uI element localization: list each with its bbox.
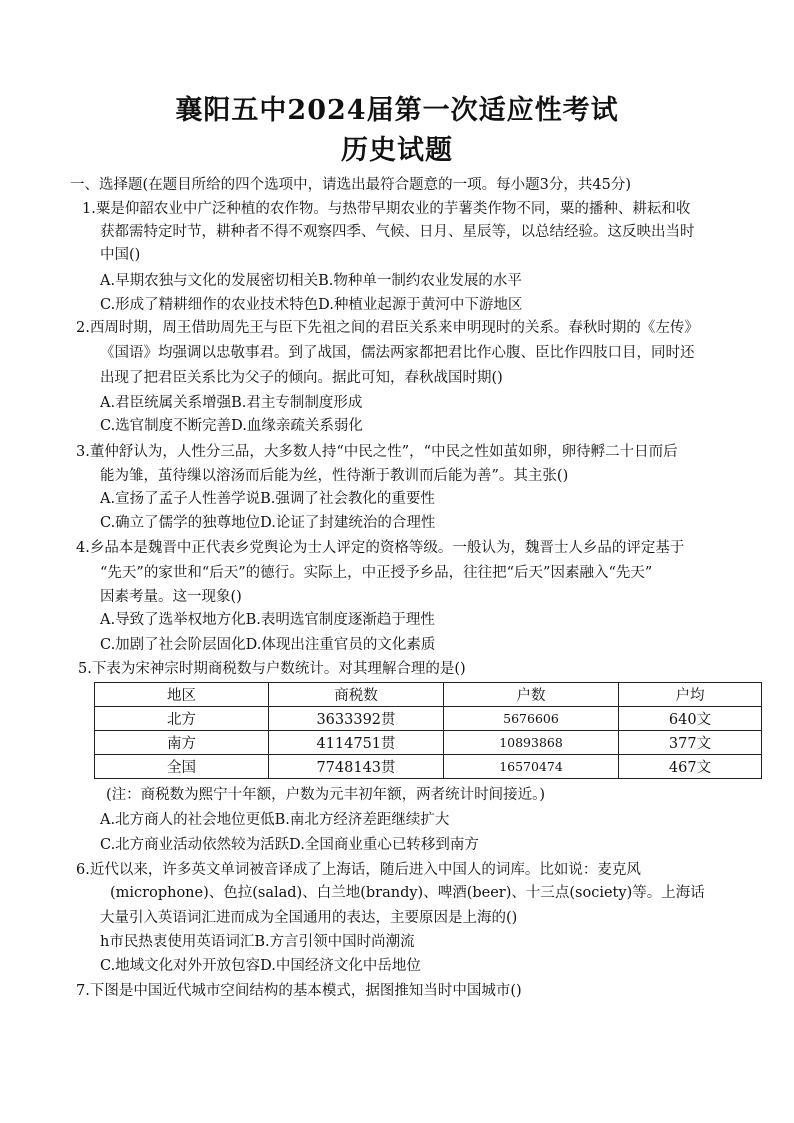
table-cell: 10893868 (444, 731, 619, 755)
q5-stem: 5.下表为宋神宗时期商税数与户数统计。对其理解合理的是() (78, 661, 466, 677)
table-header-cell: 地区 (95, 683, 269, 707)
q6-stem-line: 大量引入英语词汇进而成为全国通用的表达，主要原因是上海的() (100, 910, 518, 926)
table-row (95, 707, 762, 731)
table-cell: 5676606 (444, 707, 619, 731)
q4-option-line: C.加剧了社会阶层固化D.体现出注重官员的文化素质 (100, 637, 436, 653)
table-cell: 640文 (619, 707, 762, 731)
section-heading: 一、选择题(在题目所给的四个选项中，请选出最符合题意的一项。每小题3分，共45分) (70, 177, 631, 193)
table-cell: 4114751贯 (269, 731, 444, 755)
q1-stem-line: 中国() (100, 247, 141, 263)
table-row (95, 731, 762, 755)
q6-option-line: C.地域文化对外开放包容D.中国经济文化中岳地位 (100, 958, 421, 974)
q4-stem-line: 因素考量。这一现象() (100, 589, 242, 605)
table-header-row (95, 683, 762, 707)
table-header-cell: 商税数 (269, 683, 444, 707)
q1-stem-line: 获都需特定时节，耕种者不得不观察四季、气候、日月、星辰等，以总结经验。这反映出当时 (100, 224, 695, 240)
q3-stem-line: 3.董仲舒认为，人性分三品，大多数人持“中民之性”，“中民之性如茧如卵，卵待孵二十日而后 (76, 444, 678, 460)
table-cell: 3633392贯 (269, 707, 444, 731)
q2-option-line: C.选官制度不断完善D.血缘亲疏关系弱化 (100, 418, 363, 434)
q6-option-line: h市民热衷使用英语词汇B.方言引领中国时尚潮流 (100, 934, 415, 950)
q3-option-line: A.宣扬了孟子人性善学说B.强调了社会教化的重要性 (100, 491, 435, 507)
q6-stem-line: 6.近代以来，许多英文单词被音译成了上海话，随后进入中国人的词库。比如说：麦克风 (76, 862, 641, 878)
table-cell: 467文 (619, 755, 762, 779)
q2-stem-line: 出现了把君臣关系比为父子的倾向。据此可知，春秋战国时期() (100, 370, 503, 386)
table-header-cell: 户均 (619, 683, 762, 707)
table-row (95, 755, 762, 779)
q3-option-line: C.确立了儒学的独尊地位D.论证了封建统治的合理性 (100, 515, 436, 531)
q7-stem: 7.下图是中国近代城市空间结构的基本模式，据图推知当时中国城市() (76, 983, 522, 999)
table-header-cell: 户数 (444, 683, 619, 707)
table-cell: 全国 (95, 755, 269, 779)
q5-option-line: A.北方商人的社会地位更低B.南北方经济差距继续扩大 (100, 812, 450, 828)
table-cell: 北方 (95, 707, 269, 731)
q1-stem-line: 1.粟是仰韶农业中广泛种植的农作物。与热带早期农业的芋薯类作物不同，粟的播种、耕耘和收 (82, 201, 691, 217)
q3-stem-line: 能为雏，茧待缫以溶汤而后能为丝，性待渐于教训而后能为善”。其主张() (100, 468, 569, 484)
q4-stem-line: 4.乡品本是魏晋中正代表乡党舆论为士人评定的资格等级。一般认为，魏晋士人乡品的评定基于 (76, 540, 685, 556)
exam-title: 襄阳五中2024届第一次适应性考试 (175, 95, 619, 126)
table-cell: 7748143贯 (269, 755, 444, 779)
q1-option-line: C.形成了精耕细作的农业技术特色D.种植业起源于黄河中下游地区 (100, 297, 523, 313)
table-cell: 377文 (619, 731, 762, 755)
tax-table (94, 682, 762, 779)
q2-option-line: A.君臣统属关系增强B.君主专制制度形成 (100, 395, 363, 411)
q5-table-note: (注：商税数为熙宁十年额，户数为元丰初年额，两者统计时间接近。) (106, 787, 546, 803)
q2-stem-line: 《国语》均强调以忠敬事君。到了战国，儒法两家都把君比作心腹、臣比作四肢口目，同时还 (100, 345, 695, 361)
q4-stem-line: “先天”的家世和“后天”的德行。实际上，中正授予乡品，往往把“后天”因素融入“先天” (100, 565, 653, 581)
table-cell: 16570474 (444, 755, 619, 779)
q1-option-line: A.早期农独与文化的发展密切相关B.物种单一制约农业发展的水平 (100, 273, 522, 289)
q2-stem-line: 2.西周时期，周王借助周先王与臣下先祖之间的君臣关系来申明现时的关系。春秋时期的《左传》 (76, 320, 699, 336)
q6-stem-line: (microphone)、色拉(salad)、白兰地(brandy)、啤酒(beer)、十三点(society)等。上海话 (110, 885, 705, 901)
exam-subtitle: 历史试题 (341, 135, 453, 166)
table-cell: 南方 (95, 731, 269, 755)
q4-option-line: A.导致了选举权地方化B.表明选官制度逐渐趋于理性 (100, 612, 435, 628)
q5-option-line: C.北方商业活动依然较为活跃D.全国商业重心已转移到南方 (100, 837, 479, 853)
